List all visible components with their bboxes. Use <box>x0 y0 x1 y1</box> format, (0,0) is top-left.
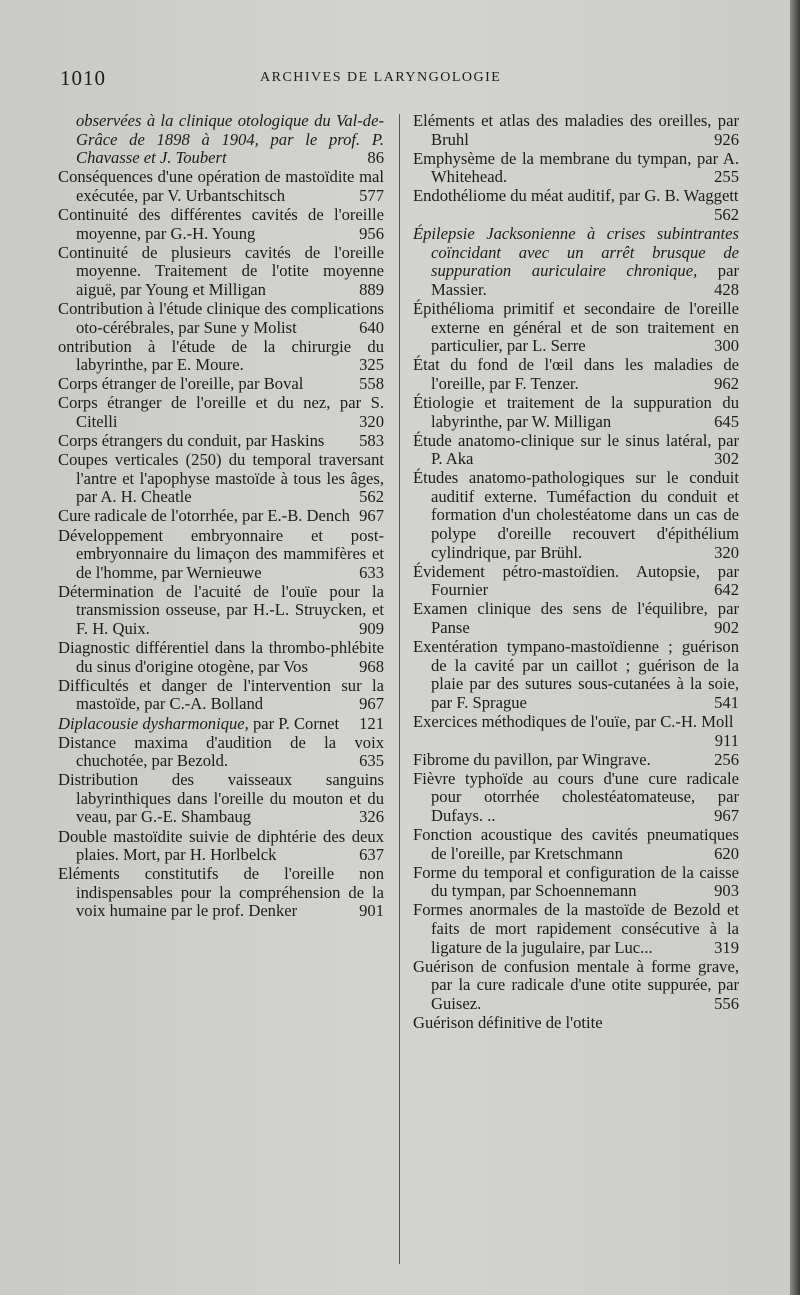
entry-title: Corps étrangers du conduit, par Haskins <box>58 431 325 451</box>
index-entry <box>58 771 384 827</box>
entry-title: Diplacousie dysharmonique, par P. Cornet <box>58 713 340 733</box>
index-entry <box>413 770 739 826</box>
page-reference: 121 <box>359 713 384 733</box>
entry-title: Exentération tympano-mastoïdienne ; guérison de la cavité par un caillot ; guérison de la plaie par des sutures sous-cutanées à la soie, par F. Sprague <box>413 637 739 712</box>
index-entry <box>58 828 384 865</box>
page-reference: 320 <box>714 542 739 562</box>
entry-title: Épithélioma primitif et secondaire de l'oreille externe en général et de son traitement en particulier, par L. Serre <box>413 298 739 356</box>
entry-title: Fibrome du pavillon, par Wingrave. <box>413 749 651 769</box>
entry-title: Guérison définitive de l'otite <box>413 1013 603 1032</box>
entry-title: Corps étranger de l'oreille et du nez, par S. Citelli <box>58 393 384 431</box>
entry-title: Contribution à l'étude clinique des complications oto-cérébrales, par Sune y Molist <box>58 298 384 337</box>
index-entry <box>413 469 739 562</box>
entry-title: Formes anormales de la mastoïde de Bezold et faits de mort rapidement consécutive à la ligature de la jugulaire, par Luc... <box>413 900 739 957</box>
entry-title: Continuité des différentes cavités de l'oreille moyenne, par G.-H. Young <box>58 204 384 243</box>
page-reference: 319 <box>714 937 739 957</box>
index-entry <box>413 394 739 431</box>
page-number: 1010 <box>60 66 106 90</box>
index-entry <box>413 225 739 299</box>
index-entry <box>413 864 739 901</box>
entry-title: Guérison de confusion mentale à forme grave, par la cure radicale d'une otite suppurée, par Guisez. <box>413 956 739 1013</box>
index-entry <box>58 206 384 243</box>
entry-title: Forme du temporal et configuration de la caisse du tympan, par Schoennemann <box>413 862 739 901</box>
index-entry <box>58 375 384 394</box>
entry-title: Fonction acoustique des cavités pneumatiques de l'oreille, par Kretschmann <box>413 825 739 863</box>
index-entry <box>58 715 384 734</box>
index-entry <box>413 751 739 770</box>
page-reference: 956 <box>359 223 384 243</box>
index-entry <box>58 865 384 921</box>
page-reference: 428 <box>714 279 739 299</box>
page-reference: 901 <box>359 901 384 921</box>
index-entry <box>413 826 739 863</box>
page-reference: 633 <box>359 562 384 582</box>
index-entry <box>58 583 384 639</box>
entry-title: Emphysème de la membrane du tympan, par A. Whitehead. <box>413 148 739 187</box>
entry-title: Distance maxima d'audition de la voix chuchotée, par Bezold. <box>58 732 384 771</box>
column-divider <box>399 114 400 1264</box>
page-reference: 968 <box>359 656 384 676</box>
entry-title: Étude anatomo-clinique sur le sinus latéral, par P. Aka <box>413 430 739 469</box>
page-reference: 562 <box>359 487 384 507</box>
index-entry <box>413 150 739 187</box>
entry-title: Exercices méthodiques de l'ouïe, par C.-H. Moll <box>413 712 734 731</box>
index-entry <box>58 734 384 771</box>
journal-title: ARCHIVES DE LARYNGOLOGIE <box>260 70 502 85</box>
index-entry <box>58 168 384 205</box>
page-reference: 541 <box>714 692 739 712</box>
index-column-left <box>58 112 384 922</box>
index-entry <box>58 677 384 714</box>
entry-title: ontribution à l'étude de la chirurgie du labyrinthe, par E. Moure. <box>58 336 384 375</box>
entry-title: Eléments constitutifs de l'oreille non indispensables pour la compréhension de la voix humaine par le prof. Denker <box>58 864 384 921</box>
page-reference: 256 <box>714 749 739 769</box>
page-reference: 562 <box>714 204 739 224</box>
entry-title: Endothéliome du méat auditif, par G. B. Waggett <box>413 186 739 206</box>
index-entry <box>413 356 739 393</box>
index-entry <box>58 112 384 168</box>
page-reference: 620 <box>714 843 739 863</box>
index-entry <box>58 639 384 676</box>
entry-title: Continuité de plusieurs cavités de l'oreille moyenne. Traitement de l'otite moyenne aiguë, par Young et Milligan <box>58 242 384 299</box>
page-reference: 889 <box>359 279 384 299</box>
index-entry <box>413 300 739 356</box>
entry-title: Corps étranger de l'oreille, par Boval <box>58 374 304 394</box>
entry-title: Fièvre typhoïde au cours d'une cure radicale pour otorrhée cholestéatomateuse, par Dufays. .. <box>413 768 739 825</box>
page-reference: 583 <box>359 431 384 451</box>
page-reference: 556 <box>714 993 739 1013</box>
index-entry <box>413 112 739 149</box>
page-reference: 255 <box>714 167 739 187</box>
entry-title: Étiologie et traitement de la suppuration du labyrinthe, par W. Milligan <box>413 392 739 431</box>
page-reference: 967 <box>714 805 739 825</box>
page-reference: 637 <box>359 845 384 865</box>
entry-title: observées à la clinique otologique du Val-de-Grâce de 1898 à 1904, par le prof. P. Chavasse et J. Toubert <box>76 111 384 168</box>
index-entry <box>413 1014 739 1033</box>
index-entry <box>413 713 739 750</box>
entry-title: Eléments et atlas des maladies des oreilles, par Bruhl <box>413 111 739 149</box>
page-reference: 909 <box>359 619 384 639</box>
page-reference: 635 <box>359 751 384 771</box>
index-entry <box>413 563 739 600</box>
page-reference: 302 <box>714 449 739 469</box>
page-reference: 320 <box>359 412 384 431</box>
entry-title: Études anatomo-pathologiques sur le conduit auditif externe. Tuméfaction du conduit et formation d'un cholestéatome dans un cas de polype d'oreille recouvert d'épithélium cylindrique, par Brühl. <box>413 468 739 562</box>
entry-title: Double mastoïdite suivie de diphtérie des deux plaies. Mort, par H. Horlbelck <box>58 826 384 865</box>
page-reference: 903 <box>714 881 739 901</box>
entry-title: Cure radicale de l'otorrhée, par E.-B. Dench <box>58 506 350 526</box>
index-entry <box>58 507 384 526</box>
index-entry <box>413 901 739 957</box>
page-reference: 558 <box>359 374 384 394</box>
page-reference: 645 <box>714 411 739 431</box>
page-reference: 962 <box>714 373 739 393</box>
page-reference: 902 <box>714 618 739 638</box>
entry-title: Conséquences d'une opération de mastoïdite mal exécutée, par V. Urbantschitsch <box>58 167 384 205</box>
index-entry <box>413 432 739 469</box>
index-entry <box>58 300 384 337</box>
page-reference: 911 <box>714 730 739 750</box>
index-column-right <box>413 112 739 1033</box>
index-entry <box>58 244 384 300</box>
index-entry <box>58 451 384 507</box>
index-entry <box>58 432 384 451</box>
entry-title: Développement embryonnaire et post-embryonnaire du limaçon des mammifères et de l'homme, par Wernieuwe <box>58 525 384 582</box>
page-reference: 967 <box>359 694 384 714</box>
page-reference: 300 <box>714 336 739 356</box>
page-reference: 926 <box>714 129 739 149</box>
page-reference: 640 <box>359 317 384 337</box>
entry-title: État du fond de l'œil dans les maladies de l'oreille, par F. Tenzer. <box>413 355 739 393</box>
running-head <box>60 66 750 92</box>
entry-title: Épilepsie Jacksonienne à crises subintrantes coïncidant avec un arrêt brusque de suppuration auriculaire chronique, par Massier. <box>413 224 739 299</box>
page-reference: 325 <box>359 355 384 375</box>
entry-title: Évidement pétro-mastoïdien. Autopsie, par Fournier <box>413 561 739 600</box>
page-reference: 326 <box>359 807 384 827</box>
index-entry <box>58 527 384 583</box>
entry-title: Coupes verticales (250) du temporal traversant l'antre et l'apophyse mastoïde à tous les âges, par A. H. Cheatle <box>58 450 384 507</box>
page-reference: 86 <box>367 148 384 168</box>
index-entry <box>413 600 739 637</box>
entry-title: Distribution des vaisseaux sanguins labyrinthiques dans l'oreille du mouton et du veau, par G.-E. Shambaug <box>58 770 384 827</box>
page-reference: 577 <box>359 185 384 205</box>
page-reference: 642 <box>714 580 739 600</box>
entry-title: Examen clinique des sens de l'équilibre, par Panse <box>413 599 739 638</box>
entry-title: Détermination de l'acuité de l'ouïe pour la transmission osseuse, par H.-L. Struycken, et F. H. Quix. <box>58 581 384 639</box>
index-entry <box>58 338 384 375</box>
index-entry <box>413 958 739 1014</box>
entry-title: Diagnostic différentiel dans la thrombo-phlébite du sinus d'origine otogène, par Vos <box>58 638 384 676</box>
page-edge-shadow <box>790 0 800 1295</box>
page-reference: 967 <box>359 506 384 526</box>
index-entry <box>413 187 739 224</box>
entry-title: Difficultés et danger de l'intervention sur la mastoïde, par C.-A. Bolland <box>58 675 384 714</box>
index-entry <box>413 638 739 712</box>
index-entry <box>58 394 384 431</box>
